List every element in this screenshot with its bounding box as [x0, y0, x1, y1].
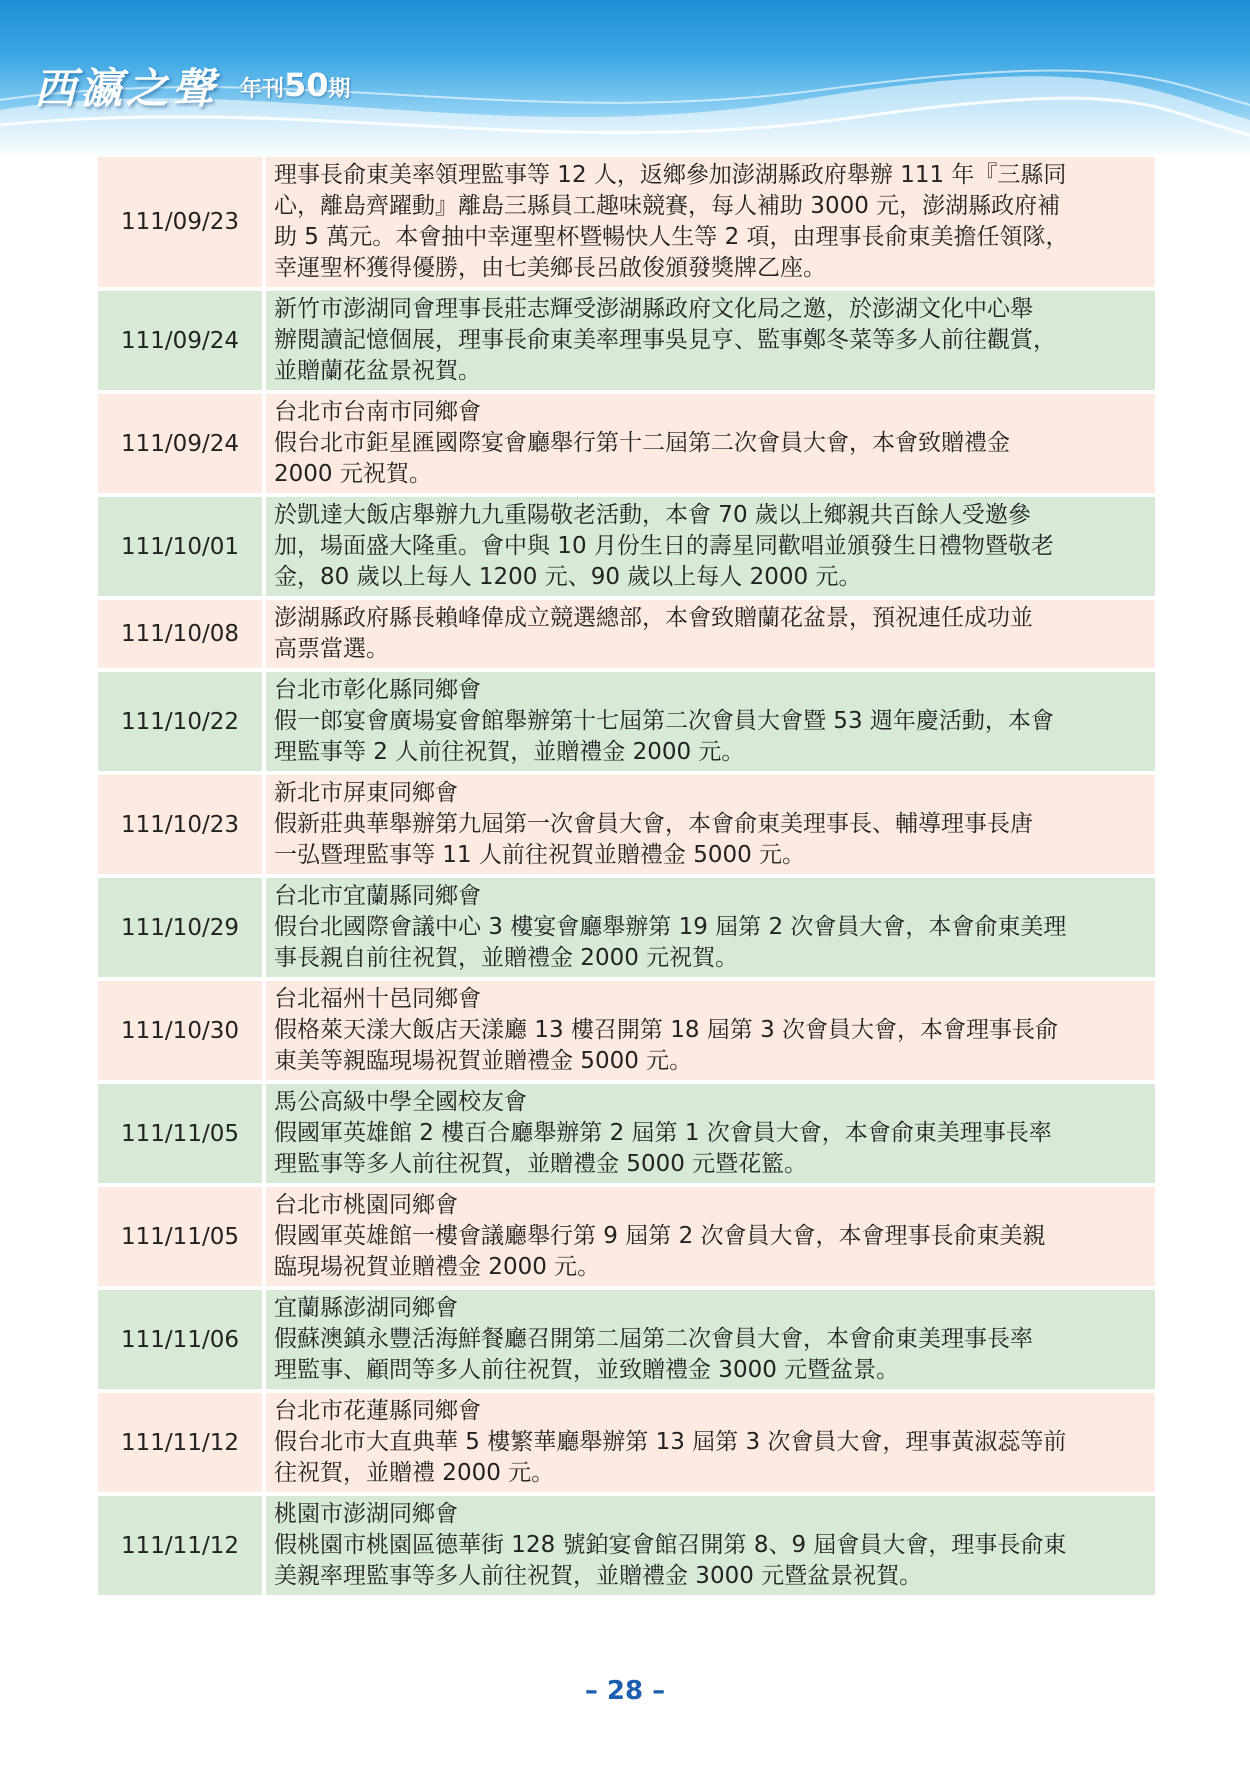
event-date: 111/11/05 — [98, 1084, 262, 1183]
table-row — [98, 1393, 1155, 1492]
event-date: 111/10/08 — [98, 600, 262, 668]
page-number: – 28 – — [584, 1676, 666, 1706]
table-row — [98, 1496, 1155, 1595]
event-date: 111/11/06 — [98, 1290, 262, 1389]
table-row — [98, 1084, 1155, 1183]
table-row — [98, 394, 1155, 493]
table-row — [98, 775, 1155, 874]
event-description: 理事長俞東美率領理監事等 12 人，返鄉參加澎湖縣政府舉辦 111 年『三縣同 心，離島齊躍動』離島三縣員工趣味競賽，每人補助 3000 元，澎湖縣政府補 助 5 萬元。本會抽中幸運聖杯暨暢快人生等 2 項，由理事長俞東美擔任領隊， 幸運聖杯獲得優勝，由七美鄉長呂啟俊頒發獎牌乙座。 — [266, 157, 1155, 287]
event-date: 111/09/24 — [98, 394, 262, 493]
magazine-title: 西瀛之聲 — [34, 64, 219, 113]
event-date: 111/11/05 — [98, 1187, 262, 1286]
table-row — [98, 291, 1155, 390]
event-description: 新竹市澎湖同會理事長莊志輝受澎湖縣政府文化局之邀，於澎湖文化中心舉 辦閱讀記憶個展，理事長俞東美率理事吳見亨、監事鄭冬菜等多人前往觀賞， 並贈蘭花盆景祝賀。 — [266, 291, 1155, 390]
events-table — [98, 157, 1155, 1599]
event-description: 台北市宜蘭縣同鄉會 假台北國際會議中心 3 樓宴會廳舉辦第 19 屆第 2 次會員大會，本會俞東美理 事長親自前往祝賀，並贈禮金 2000 元祝賀。 — [266, 878, 1155, 977]
event-date: 111/10/30 — [98, 981, 262, 1080]
event-description: 新北市屏東同鄉會 假新莊典華舉辦第九屆第一次會員大會，本會俞東美理事長、輔導理事長唐 一弘暨理監事等 11 人前往祝賀並贈禮金 5000 元。 — [266, 775, 1155, 874]
table-row — [98, 981, 1155, 1080]
issue-number: 50 — [284, 66, 329, 104]
issue-suffix: 期 — [328, 77, 351, 102]
event-description: 宜蘭縣澎湖同鄉會 假蘇澳鎮永豐活海鮮餐廳召開第二屆第二次會員大會，本會俞東美理事長率 理監事、顧問等多人前往祝賀，並致贈禮金 3000 元暨盆景。 — [266, 1290, 1155, 1389]
issue-prefix: 年刊 — [240, 77, 285, 102]
event-description: 澎湖縣政府縣長賴峰偉成立競選總部，本會致贈蘭花盆景，預祝連任成功並 高票當選。 — [266, 600, 1155, 668]
event-date: 111/10/01 — [98, 497, 262, 596]
table-row — [98, 1290, 1155, 1389]
issue-label — [240, 66, 351, 104]
event-date: 111/11/12 — [98, 1496, 262, 1595]
event-date: 111/09/23 — [98, 157, 262, 287]
event-description: 桃園市澎湖同鄉會 假桃園市桃園區德華街 128 號鉑宴會館召開第 8、9 屆會員大會，理事長俞東 美親率理監事等多人前往祝賀，並贈禮金 3000 元暨盆景祝賀。 — [266, 1496, 1155, 1595]
event-description: 台北市花蓮縣同鄉會 假台北市大直典華 5 樓繁華廳舉辦第 13 屆第 3 次會員大會，理事黃淑蕊等前 往祝賀，並贈禮 2000 元。 — [266, 1393, 1155, 1492]
table-row — [98, 600, 1155, 668]
event-description: 台北市台南市同鄉會 假台北市鉅星匯國際宴會廳舉行第十二屆第二次會員大會，本會致贈禮金 2000 元祝賀。 — [266, 394, 1155, 493]
event-description: 台北市桃園同鄉會 假國軍英雄館一樓會議廳舉行第 9 屆第 2 次會員大會，本會理事長俞東美親 臨現場祝賀並贈禮金 2000 元。 — [266, 1187, 1155, 1286]
table-row — [98, 1187, 1155, 1286]
event-description: 於凱達大飯店舉辦九九重陽敬老活動，本會 70 歲以上鄉親共百餘人受邀參 加，場面盛大隆重。會中與 10 月份生日的壽星同歡唱並頒發生日禮物暨敬老 金，80 歲以上每人 1200 元、90 歲以上每人 2000 元。 — [266, 497, 1155, 596]
event-date: 111/10/22 — [98, 672, 262, 771]
table-row — [98, 157, 1155, 287]
event-date: 111/09/24 — [98, 291, 262, 390]
page-header — [0, 0, 1250, 160]
table-row — [98, 672, 1155, 771]
event-description: 台北市彰化縣同鄉會 假一郎宴會廣場宴會館舉辦第十七屆第二次會員大會暨 53 週年慶活動，本會 理監事等 2 人前往祝賀，並贈禮金 2000 元。 — [266, 672, 1155, 771]
event-date: 111/10/29 — [98, 878, 262, 977]
table-row — [98, 497, 1155, 596]
event-date: 111/10/23 — [98, 775, 262, 874]
table-row — [98, 878, 1155, 977]
event-description: 台北福州十邑同鄉會 假格萊天漾大飯店天漾廳 13 樓召開第 18 屆第 3 次會員大會，本會理事長俞 東美等親臨現場祝賀並贈禮金 5000 元。 — [266, 981, 1155, 1080]
event-date: 111/11/12 — [98, 1393, 262, 1492]
event-description: 馬公高級中學全國校友會 假國軍英雄館 2 樓百合廳舉辦第 2 屆第 1 次會員大會，本會俞東美理事長率 理監事等多人前往祝賀，並贈禮金 5000 元暨花籃。 — [266, 1084, 1155, 1183]
